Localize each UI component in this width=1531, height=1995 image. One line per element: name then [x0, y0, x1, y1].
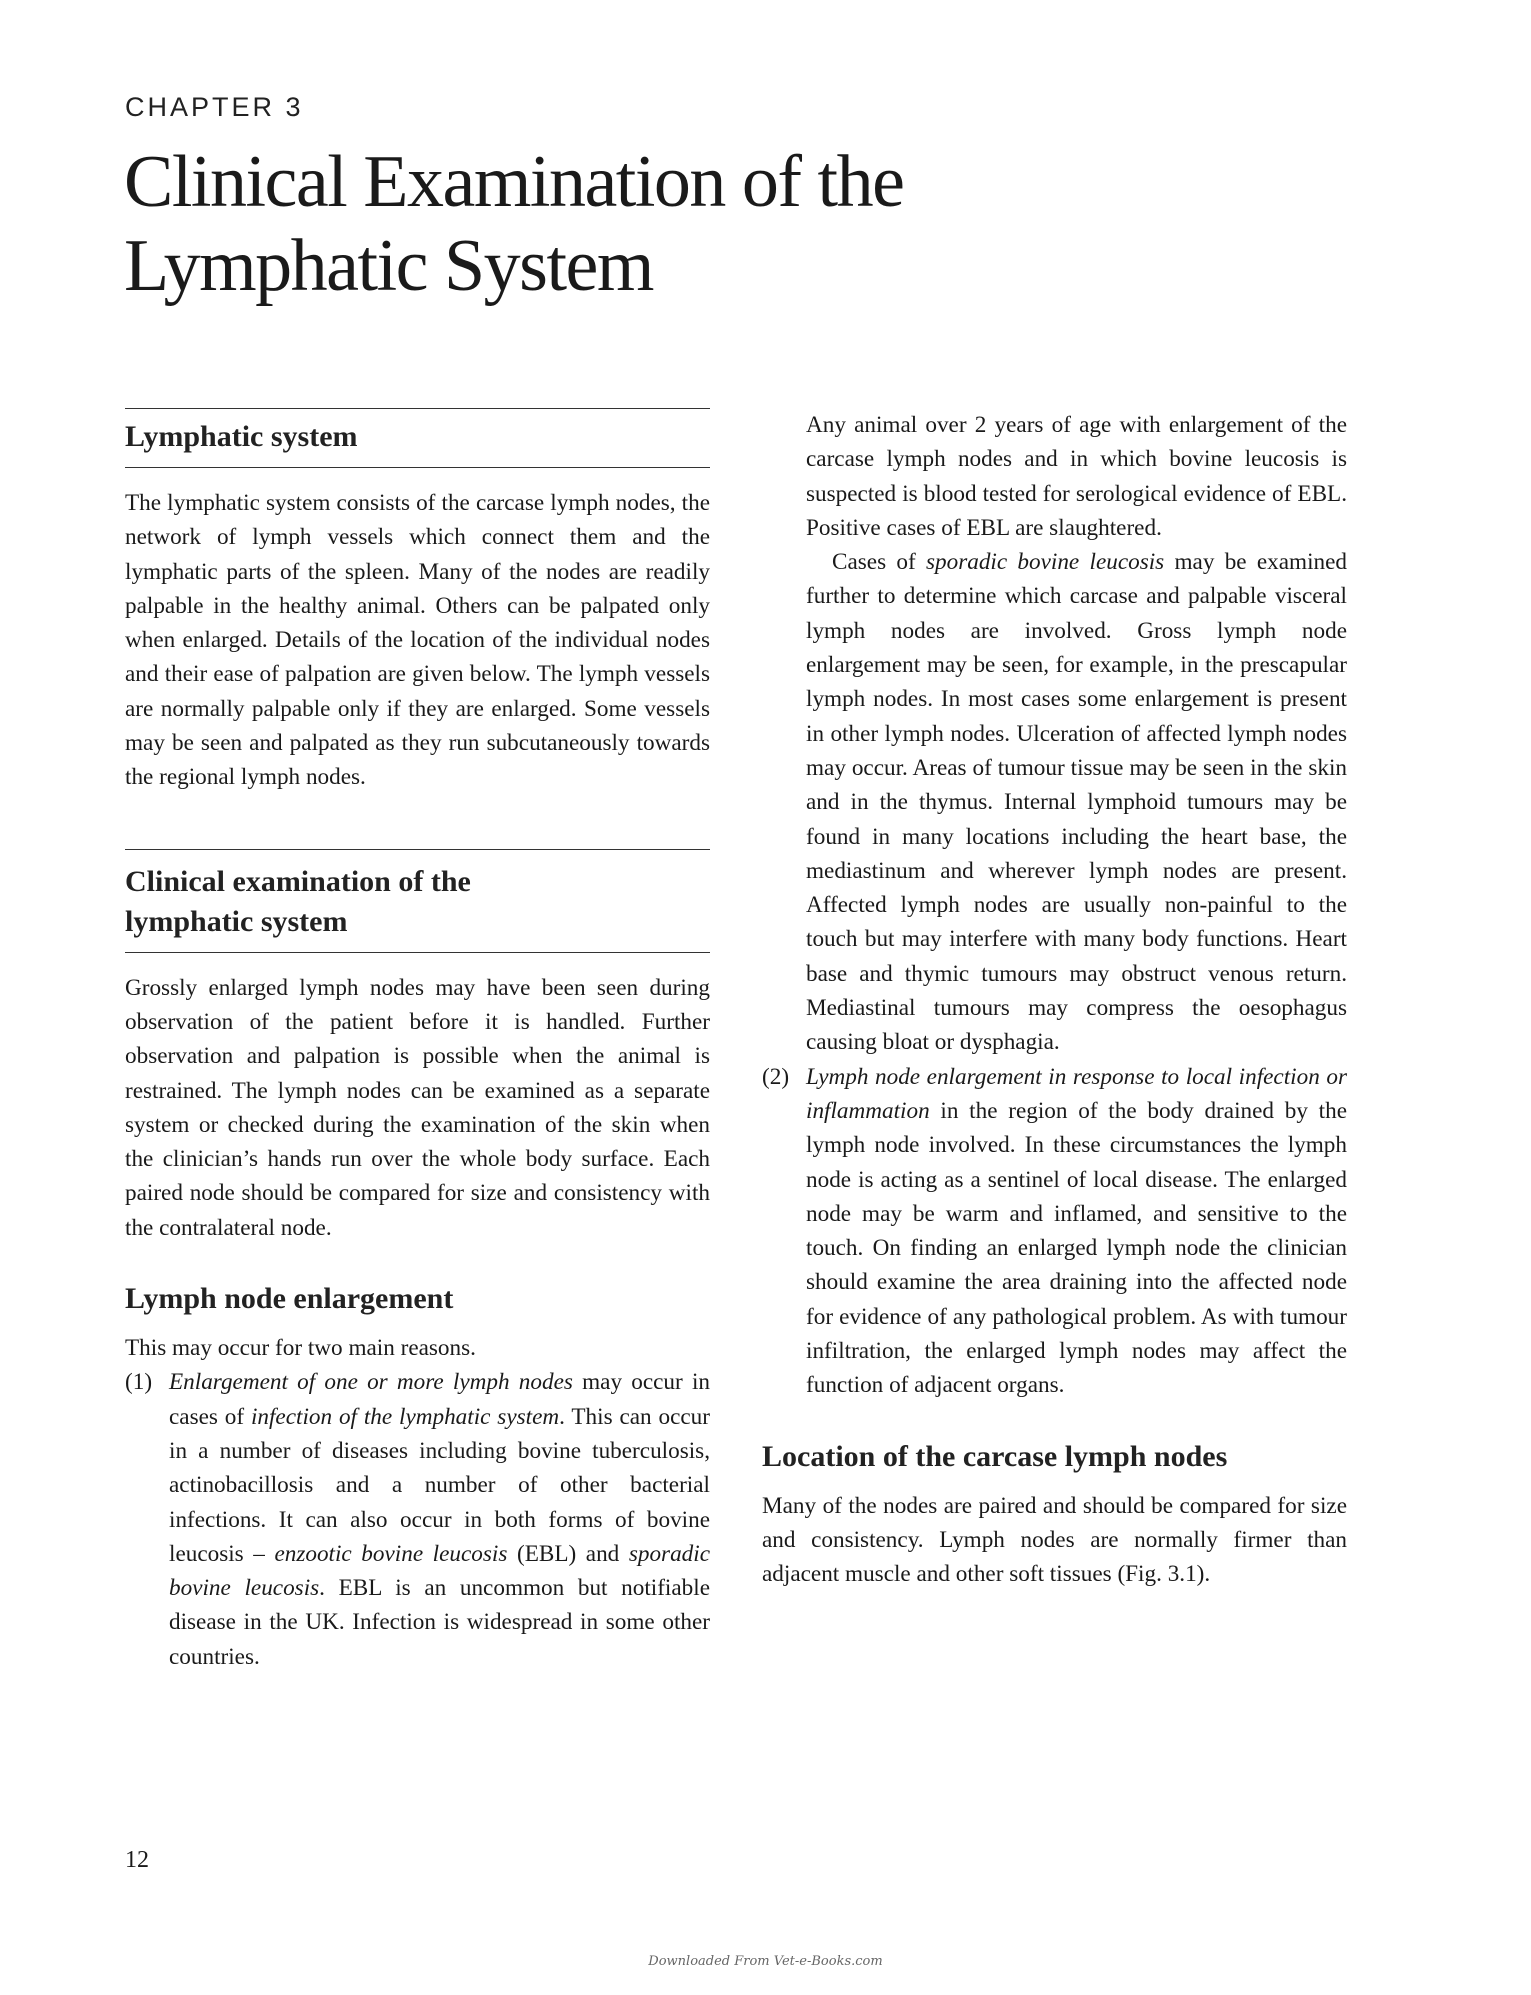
paragraph-sporadic-leucosis: Cases of sporadic bovine leucosis may be examined further to determine which carcase and palpable visceral lymph nodes are involved. Gross lymph node enlargement may be seen, for example, in the prescapular lymph nodes. In most cases some enlargement is present in other lymph nodes. Ulceration of affected lymph nodes may occur. Areas of tumour tissue may be seen in the skin and in the thymus. Internal lymphoid tumours may be found in many locations including the heart base, the mediastinum and wherever lymph nodes are present. Affected lymph nodes are usually non-painful to the touch but may interfere with many body functions. Heart base and thymic tumours may obstruct venous return. Mediastinal tumours may compress the oesophagus causing bloat or dysphagia.: [806, 549, 1347, 1056]
heading-clinical-exam: [125, 862, 710, 942]
right-column: [762, 408, 1347, 1592]
heading-lymphatic-system: Lymphatic system: [125, 420, 358, 453]
heading-location: Location of the carcase lymph nodes: [762, 1439, 1228, 1473]
list-item-1-continuation: [762, 408, 1347, 1060]
heading-clinical-exam-line2: lymphatic system: [125, 904, 348, 938]
list-item-number: (1): [125, 1369, 153, 1396]
list-item-2: [762, 1060, 1347, 1403]
heading-lymph-node-enlargement: Lymph node enlargement: [125, 1282, 454, 1316]
list-item-1: [125, 1365, 710, 1674]
paragraph-lymphatic-system: The lymphatic system consists of the carcase lymph nodes, the network of lymph vessels which connect them and the lymphatic parts of the spleen. Many of the nodes are readily palpable in the healthy animal. Others can be palpated only when enlarged. Details of the location of the individual nodes and their ease of palpation are given below. The lymph vessels are normally palpable only if they are enlarged. Some vessels may be seen and palpated as they run subcutaneously towards the regional lymph nodes.: [125, 490, 710, 791]
list-item-text: Lymph node enlargement in response to local infection or inflammation in the region of the body drained by the lymph node involved. In these circumstances the lymph node is acting as a sentinel of local disease. The enlarged node may be warm and inflamed, and sensitive to the touch. On finding an enlarged lymph node the clinician should examine the area draining into the affected node for evidence of any pathological problem. As with tumour infiltration, the enlarged lymph nodes may affect the function of adjacent organs.: [806, 1063, 1347, 1399]
watermark: Downloaded From Vet-e-Books.com: [648, 1954, 883, 1969]
page-number: 12: [125, 1847, 149, 1873]
list-item-text: Enlargement of one or more lymph nodes may occur in cases of infection of the lymphatic system. This can occur in a number of diseases including bovine tuberculosis, actinobacillosis and a number of other bacterial infections. It can also occur in both forms of bovine leucosis – enzootic bovine leucosis (EBL) and sporadic bovine leucosis. EBL is an uncommon but notifiable disease in the UK. Infection is widespread in some other countries.: [169, 1369, 711, 1670]
list-item-number: (2): [762, 1063, 790, 1090]
heading-clinical-exam-line1: Clinical examination of the: [125, 864, 471, 898]
left-column: [125, 408, 710, 1674]
paragraph-clinical-exam: Grossly enlarged lymph nodes may have been seen during observation of the patient before it is handled. Further observation and palpation is possible when the animal is restrained. The lymph nodes can be examined as a separate system or checked during the examination of the skin when the clinician’s hands run over the whole body surface. Each paired node should be compared for size and consistency with the contralateral node.: [125, 974, 710, 1241]
chapter-label: CHAPTER 3: [125, 92, 304, 122]
paragraph-ebl-testing: Any animal over 2 years of age with enlargement of the carcase lymph nodes and in which bovine leucosis is suspected is blood tested for serological evidence of EBL. Positive cases of EBL are slaughtered.: [806, 412, 1347, 541]
section-header-lymphatic-system: [125, 408, 710, 468]
paragraph-location: Many of the nodes are paired and should be compared for size and consistency. Lymph nodes are normally firmer than adjacent muscle and other soft tissues (Fig. 3.1).: [762, 1492, 1347, 1588]
paragraph-enlargement-intro: This may occur for two main reasons.: [125, 1335, 476, 1362]
section-header-clinical-exam: [125, 849, 710, 953]
chapter-title-line1: Clinical Examination of the: [124, 141, 904, 223]
chapter-title: [124, 140, 1224, 308]
chapter-title-line2: Lymphatic System: [124, 225, 653, 307]
